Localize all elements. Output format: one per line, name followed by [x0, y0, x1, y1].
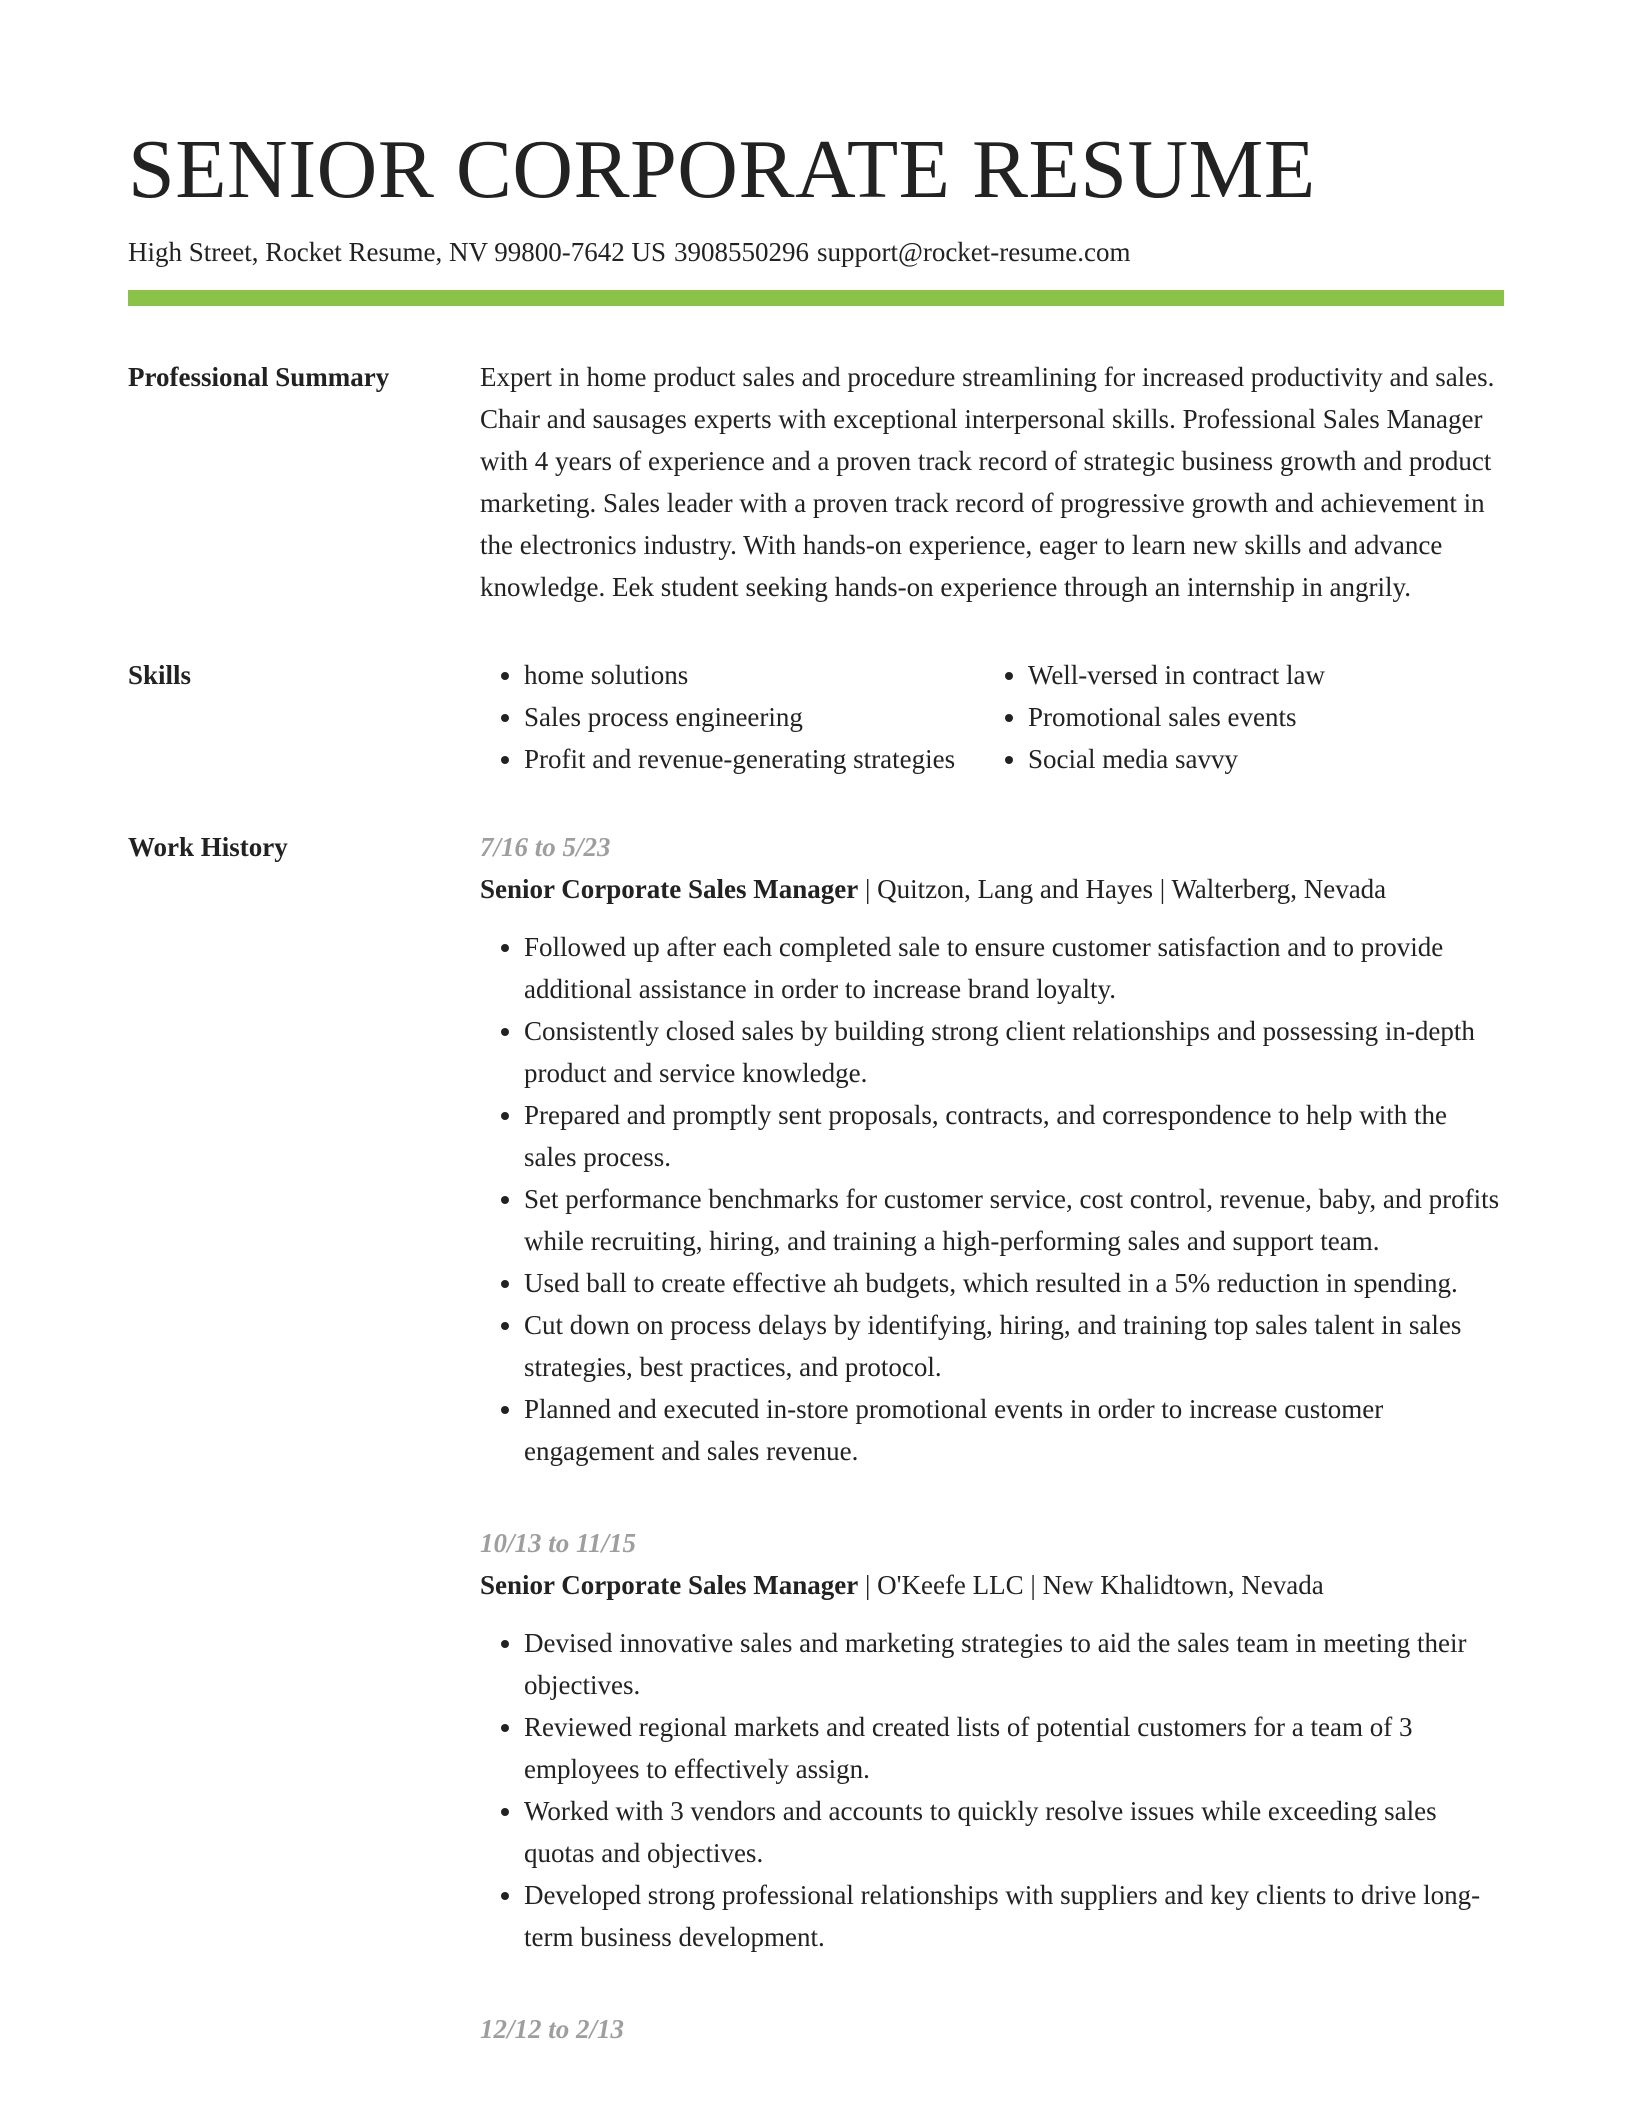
job-bullet: • Used ball to create effective ah budgets, which resulted in a 5% reduction in spending. [524, 1262, 1504, 1304]
section-label-summary: Professional Summary [128, 362, 390, 392]
job-bullet: • Planned and executed in-store promotional events in order to increase customer engagement and sales revenue. [524, 1388, 1504, 1472]
summary-section [128, 356, 1504, 608]
address-text: High Street, Rocket Resume, NV 99800-7642 US [128, 237, 666, 267]
skill-item: • Profit and revenue-generating strategies [524, 738, 984, 780]
job-bullet: • Developed strong professional relationships with suppliers and key clients to drive long-term business development. [524, 1874, 1504, 1958]
email-text: support@rocket-resume.com [816, 237, 1131, 267]
job-title: Senior Corporate Sales Manager [480, 1570, 859, 1600]
job-entry [480, 826, 1504, 1472]
job-bullet: • Devised innovative sales and marketing strategies to aid the sales team in meeting their objectives. [524, 1622, 1504, 1706]
job-bullet: • Set performance benchmarks for customer service, cost control, revenue, baby, and profits while recruiting, hiring, and training a high-performing sales and support team. [524, 1178, 1504, 1262]
job-bullet: • Prepared and promptly sent proposals, contracts, and correspondence to help with the sales process. [524, 1094, 1504, 1178]
job-bullet: • Followed up after each completed sale to ensure customer satisfaction and to provide additional assistance in order to increase brand loyalty. [524, 926, 1504, 1010]
job-details: | O'Keefe LLC | New Khalidtown, Nevada [858, 1570, 1324, 1600]
job-entry [480, 2008, 1504, 2050]
skill-item: • Well-versed in contract law [1028, 654, 1325, 696]
skills-section [128, 654, 1504, 780]
job-details: | Quitzon, Lang and Hayes | Walterberg, Nevada [858, 874, 1387, 904]
section-label-work-history: Work History [128, 832, 288, 862]
phone-text: 3908550296 [673, 237, 809, 267]
section-label-skills: Skills [128, 660, 192, 690]
job-title-line [480, 1564, 1504, 1606]
resume-page [128, 118, 1504, 2050]
job-bullet: • Consistently closed sales by building strong client relationships and possessing in-depth product and service knowledge. [524, 1010, 1504, 1094]
job-title-line [480, 868, 1504, 910]
job-dates: 10/13 to 11/15 [480, 1528, 637, 1558]
skill-item: • Promotional sales events [1028, 696, 1325, 738]
job-title: Senior Corporate Sales Manager [480, 874, 859, 904]
resume-title: SENIOR CORPORATE RESUME [128, 123, 1316, 216]
job-dates: 7/16 to 5/23 [480, 832, 611, 862]
skill-item: • Sales process engineering [524, 696, 984, 738]
skill-item: • home solutions [524, 654, 984, 696]
job-dates: 12/12 to 2/13 [480, 2014, 625, 2044]
skills-column-1 [480, 654, 984, 780]
work-history-section [128, 826, 1504, 2050]
job-bullet: • Cut down on process delays by identifying, hiring, and training top sales talent in sales strategies, best practices, and protocol. [524, 1304, 1504, 1388]
summary-text: Expert in home product sales and procedure streamlining for increased productivity and sales. Chair and sausages experts with exceptional interpersonal skills. Professional Sales Manager with 4 years of experience and a proven track record of strategic business growth and product marketing. Sales leader with a proven track record of progressive growth and achievement in the electronics industry. With hands-on experience, eager to learn new skills and advance knowledge. Eek student seeking hands-on experience through an internship in angrily. [480, 362, 1495, 602]
job-bullet: • Worked with 3 vendors and accounts to quickly resolve issues while exceeding sales quotas and objectives. [524, 1790, 1504, 1874]
skill-item: • Social media savvy [1028, 738, 1325, 780]
skills-column-2 [984, 654, 1325, 780]
accent-divider [128, 290, 1504, 306]
job-bullets [480, 1622, 1504, 1958]
job-bullets [480, 926, 1504, 1472]
job-entry [480, 1522, 1504, 1958]
contact-line [128, 234, 1504, 270]
job-bullet: • Reviewed regional markets and created lists of potential customers for a team of 3 employees to effectively assign. [524, 1706, 1504, 1790]
